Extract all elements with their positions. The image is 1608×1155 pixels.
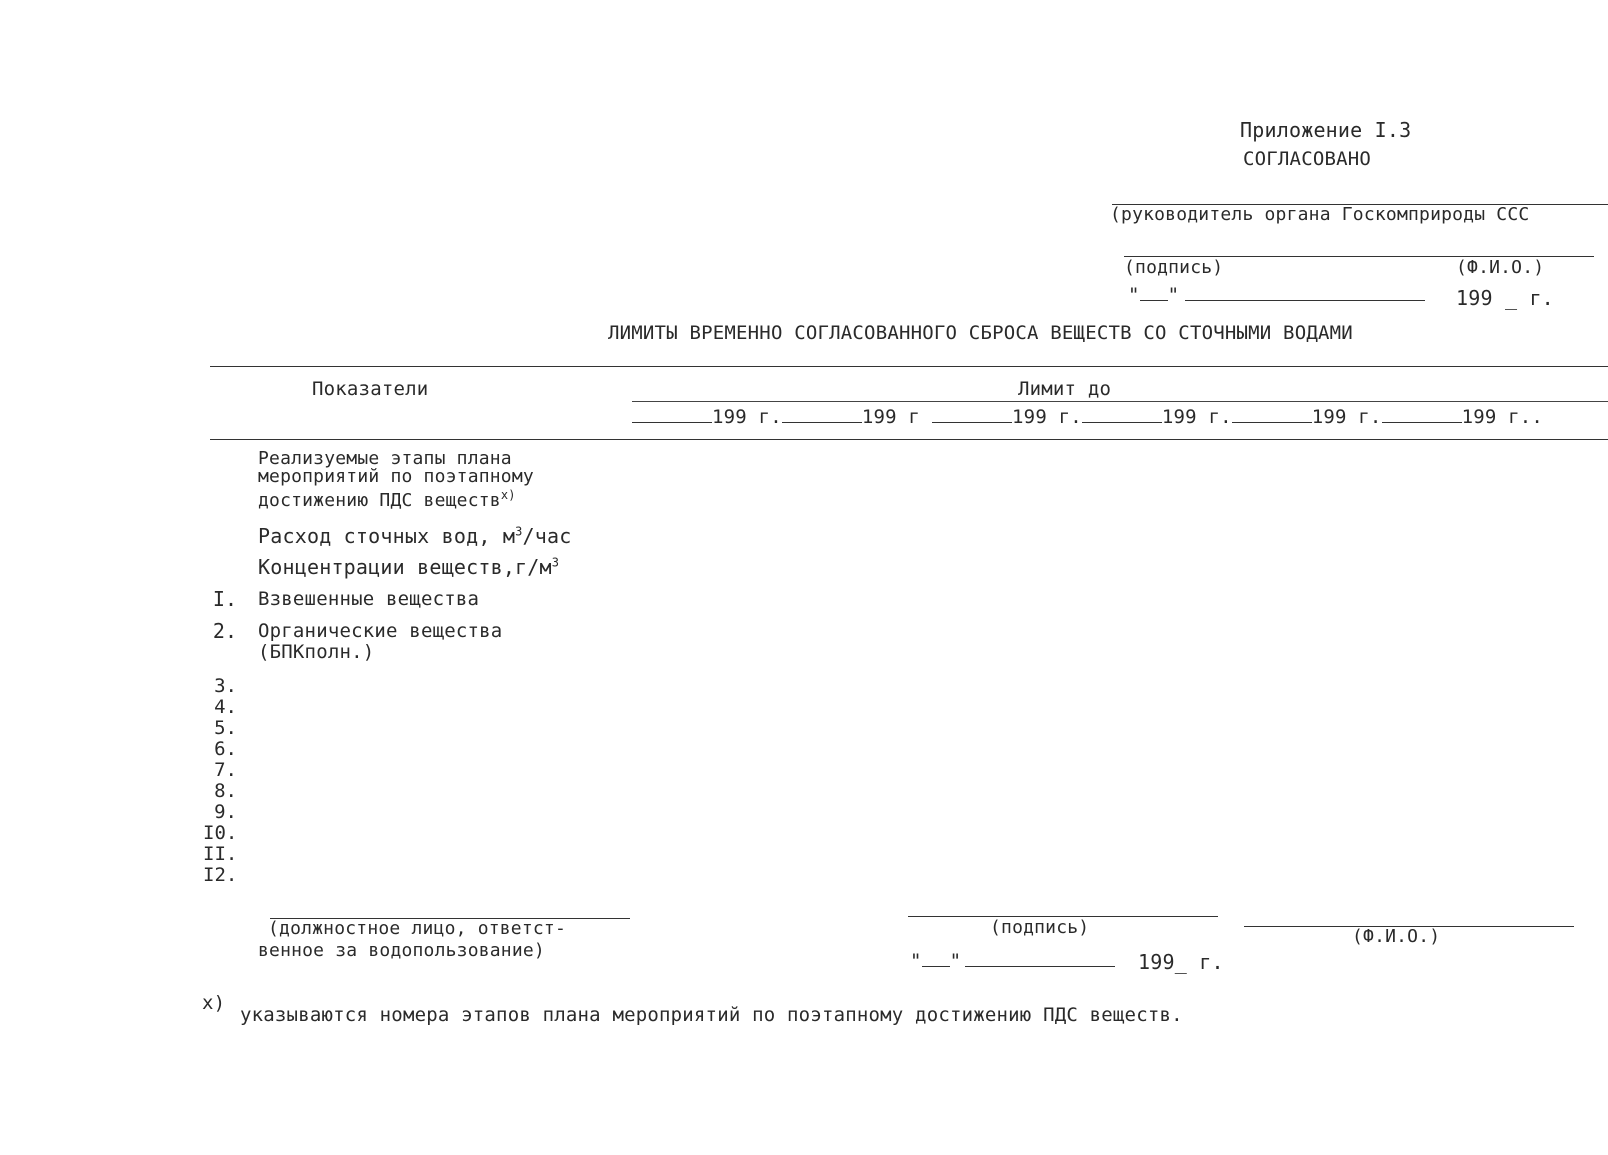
table-top-rule (210, 366, 1608, 367)
year-col-5: 199 г. (1311, 406, 1382, 428)
approver-caption: (руководитель органа Госкомприроды ССС (1110, 204, 1530, 225)
official-caption-2: венное за водопользование) (258, 940, 545, 961)
signature-date-line: " " (910, 950, 1115, 972)
approver-fio-caption: (Ф.И.О.) (1456, 257, 1545, 278)
table-header-bottom-rule (210, 439, 1608, 440)
row-num-8: 8. (214, 780, 237, 802)
footnote-mark: x) (202, 992, 226, 1014)
year-col-3: 199 г. (1012, 406, 1082, 428)
row-num-10: I0. (203, 822, 238, 844)
limit-header-rule (632, 401, 1608, 402)
official-caption-1: (должностное лицо, ответст- (268, 918, 566, 939)
row-num-4: 4. (214, 696, 237, 718)
row-label-1: Взвешенные вещества (258, 588, 480, 610)
day-blank (1140, 284, 1168, 301)
row-num-3: 3. (214, 675, 237, 697)
flow-label: Расход сточных вод, $м^3$/час (258, 524, 572, 548)
row-sub-2: (БПКполн.) (258, 641, 375, 663)
indicators-header: Показатели (312, 378, 429, 400)
approver-signature-caption: (подпись) (1124, 257, 1224, 278)
year-col-6: 199 г.. (1461, 406, 1544, 428)
row-num-11: II. (203, 843, 238, 865)
row-num-6: 6. (214, 738, 237, 760)
fio-caption: (Ф.И.О.) (1352, 926, 1441, 947)
footnote-text: указываются номера этапов плана мероприятий по поэтапному достижению ПДС веществ. (240, 1004, 1183, 1026)
approver-year: 199 _ г. (1456, 286, 1554, 310)
limit-header: Лимит до (1018, 378, 1112, 400)
year-col-1: 199 г. (712, 406, 782, 428)
row-num-5: 5. (214, 717, 237, 739)
year-col-4: 199 г. (1161, 406, 1232, 428)
row-num-1: I. (212, 587, 237, 611)
year-columns-row (632, 406, 1543, 428)
quote-open: " (1128, 284, 1140, 306)
approved-label: СОГЛАСОВАНО (1243, 148, 1372, 170)
row-num-12: I2. (203, 864, 238, 886)
concentrations-label: Концентрации $веществ,г/м^3$ (258, 555, 560, 579)
month-blank (1185, 284, 1425, 301)
row-num-2: 2. (212, 619, 237, 643)
stages-label: Реализуемые этапы плана мероприятий по поэтапному достижению ПДС веществ$^{x)}$ (258, 448, 534, 511)
signature-caption: (подпись) (990, 917, 1090, 938)
appendix-title: Приложение I.3 (1240, 118, 1412, 142)
quote-close: " (1167, 284, 1180, 306)
document-title: ЛИМИТЫ ВРЕМЕННО СОГЛАСОВАННОГО СБРОСА ВЕЩЕСТВ СО СТОЧНЫМИ ВОДАМИ (608, 322, 1353, 344)
row-num-7: 7. (214, 759, 237, 781)
row-num-9: 9. (214, 801, 237, 823)
row-label-2: Органические вещества (258, 620, 503, 642)
stages-footnote-mark: x) (500, 488, 516, 502)
signature-year: 199_ г. (1138, 950, 1224, 974)
approver-date-line (1128, 284, 1425, 306)
year-col-2: 199 г (861, 406, 921, 428)
